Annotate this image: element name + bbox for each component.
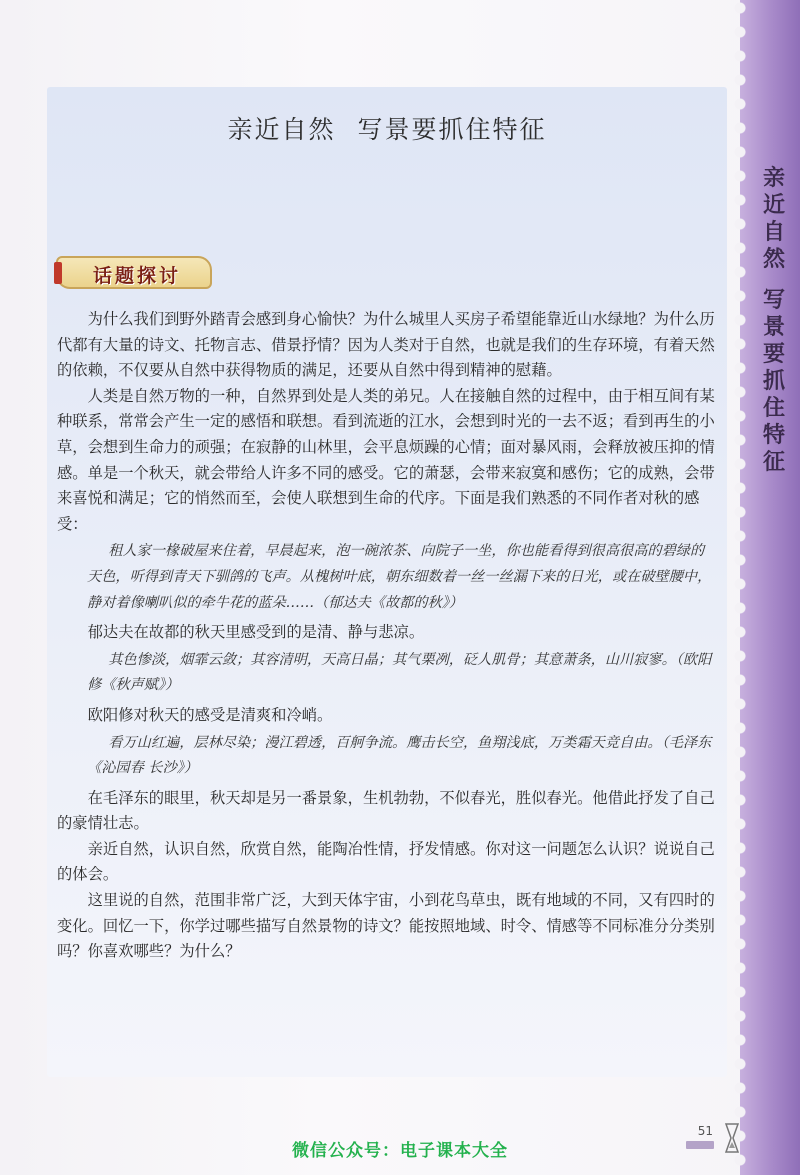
comment: 在毛泽东的眼里，秋天却是另一番景象，生机勃勃，不似春光，胜似春光。他借此抒发了自己的豪情壮志。 — [57, 788, 715, 833]
paragraph: 亲近自然，认识自然，欣赏自然，能陶冶性情，抒发情感。你对这一问题怎么认识？说说自己的体会。 — [57, 839, 715, 884]
section-tag — [56, 256, 212, 289]
quotation: 租人家一椽破屋来住着，早晨起来，泡一碗浓茶、向院子一坐，你也能看得到很高很高的碧绿的天色，听得到青天下驯鸽的飞声。从槐树叶底，朝东细数着一丝一丝漏下来的日光，或在破壁腰中，静对着像喇叭似的牵牛花的蓝朵……（郁达夫《故都的秋》） — [87, 543, 712, 611]
side-tab-char: 特 — [762, 423, 785, 448]
paragraph: 为什么我们到野外踏青会感到身心愉快？为什么城里人买房子希望能靠近山水绿地？为什么历代都有大量的诗文、托物言志、借景抒情？因为人类对于自然，也就是我们的生存环境，有着天然的依赖，不仅要从自然中获得物质的满足，还要从自然中得到精神的慰藉。 — [57, 310, 715, 380]
side-tab-edge — [734, 0, 746, 1175]
comment: 欧阳修对秋天的感受是清爽和冷峭。 — [87, 705, 333, 724]
side-tab-char: 亲 — [762, 166, 785, 191]
paragraph: 人类是自然万物的一种，自然界到处是人类的弟兄。人在接触自然的过程中，由于相互间有某种联系，常常会产生一定的感悟和联想。看到流逝的江水，会想到时光的一去不返；看到再生的小草，会想到生命力的顽强；在寂静的山林里，会平息烦躁的心情；面对暴风雨，会释放被压抑的情感。单是一个秋天，就会带给人许多不同的感受。它的萧瑟，会带来寂寞和感伤；它的成熟，会带来喜悦和满足；它的悄然而至，会使人联想到生命的代序。下面是我们熟悉的不同作者对秋的感受： — [57, 386, 715, 533]
side-tab-char: 住 — [762, 396, 785, 421]
title-part-1: 亲近自然 — [227, 115, 336, 144]
page-number: 51 — [697, 1124, 713, 1138]
page-title — [47, 110, 727, 146]
side-tab-char: 然 — [762, 247, 785, 272]
watermark: 微信公众号：电子课本大全 — [292, 1141, 508, 1161]
paragraph: 这里说的自然，范围非常广泛，大到天体宇宙，小到花鸟草虫，既有地域的不同，又有四时的变化。回忆一下，你学过哪些描写自然景物的诗文？能按照地域、时令、情感等不同标准分分类别吗？你喜欢哪些？为什么？ — [57, 891, 715, 961]
article-body — [57, 307, 723, 965]
section-label: 话题探讨 — [92, 265, 181, 287]
side-tab-char: 景 — [762, 315, 785, 340]
quotation: 看万山红遍，层林尽染；漫江碧透，百舸争流。鹰击长空，鱼翔浅底，万类霜天竞自由。（毛泽东《沁园春 长沙》） — [87, 734, 712, 777]
flag-icon — [54, 262, 62, 284]
side-tab-char: 写 — [762, 288, 785, 313]
title-part-2: 写景要抓住特征 — [357, 115, 547, 144]
side-tab-char: 要 — [762, 342, 785, 367]
side-tab-char: 近 — [762, 193, 785, 218]
side-tab-char: 抓 — [762, 369, 785, 394]
side-tab-gap — [756, 273, 792, 287]
side-tab-char: 自 — [762, 220, 785, 245]
side-tab-title — [756, 165, 792, 476]
quotation: 其色惨淡，烟霏云敛；其容清明，天高日晶；其气栗冽，砭人肌骨；其意萧条，山川寂寥。（欧阳修《秋声赋》） — [87, 651, 712, 694]
side-tab-char: 征 — [762, 450, 785, 475]
comment: 郁达夫在故都的秋天里感受到的是清、静与悲凉。 — [87, 623, 425, 642]
side-tab — [740, 0, 800, 1175]
